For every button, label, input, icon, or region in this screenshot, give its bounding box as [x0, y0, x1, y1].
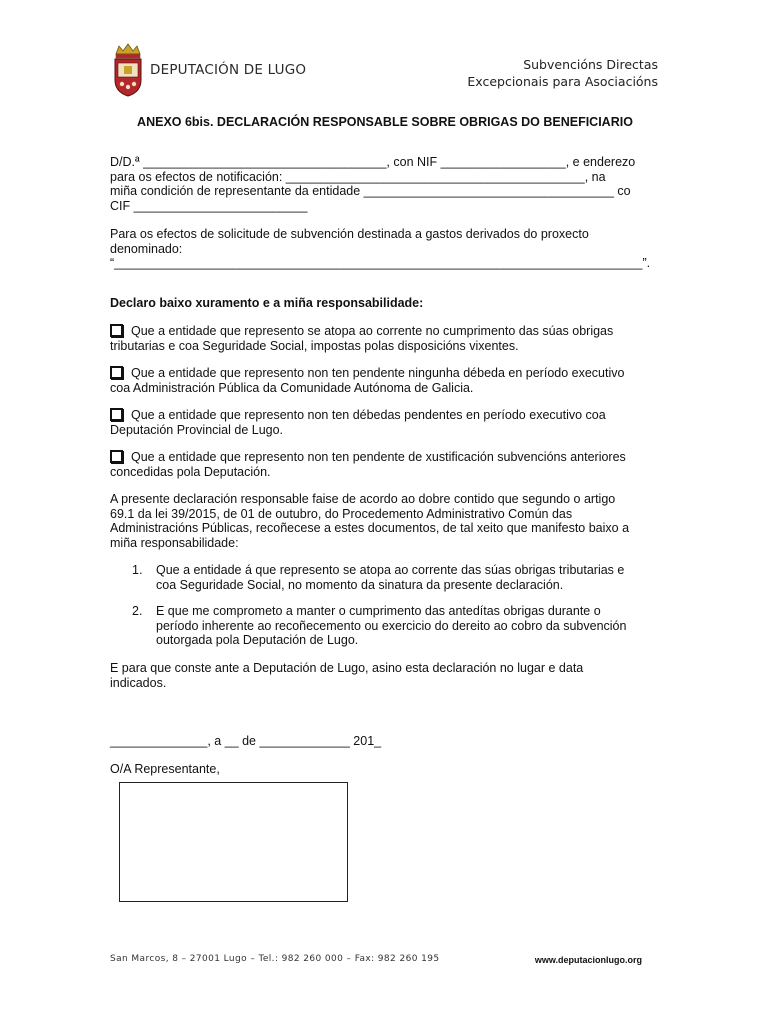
identification-line: para os efectos de notificación: ___________________________________________, na [110, 169, 606, 184]
signer-label: O/A Representante, [110, 762, 220, 776]
declaration-text: Que a entidade que represento non ten débedas pendentes en período executivo coa [131, 408, 606, 422]
declaration-heading: Declaro baixo xuramento e a miña responsabilidade: [110, 296, 424, 310]
declaration-checkbox[interactable] [110, 324, 123, 337]
logo-text: DEPUTACIÓN DE LUGO [150, 62, 307, 78]
closing-line: indicados. [110, 675, 167, 690]
identification-block [110, 155, 660, 213]
signature-box[interactable] [119, 782, 348, 902]
declaration-item [110, 366, 660, 395]
identification-line: CIF _________________________ [110, 198, 308, 213]
numbered-item [132, 563, 660, 592]
project-line: Para os efectos de solicitude de subvención destinada a gastos derivados do proxecto [110, 227, 589, 241]
numbered-text: Que a entidade á que represento se atopa ao corrente das súas obrigas tributarias e [156, 563, 625, 577]
declaration-text: Deputación Provincial de Lugo. [110, 422, 284, 437]
coat-of-arms-icon [110, 42, 146, 98]
numbered-text: outorgada pola Deputación de Lugo. [156, 633, 359, 647]
header-logo [110, 42, 306, 98]
declaration-item [110, 324, 660, 353]
header-line-1: Subvencións Directas [523, 57, 658, 72]
declaration-text: tributarias e coa Seguridade Social, impostas polas disposicións vixentes. [110, 338, 519, 353]
declaration-text: Que a entidade que represento se atopa ao corrente no cumprimento das súas obrigas [131, 324, 614, 338]
closing-paragraph [110, 661, 660, 690]
declaration-checkbox[interactable] [110, 450, 123, 463]
header-program [467, 56, 658, 90]
numbered-text: coa Seguridade Social, no momento da sinatura da presente declaración. [156, 577, 564, 592]
legal-line: A presente declaración responsable faise de acordo ao dobre contido que segundo o artigo [110, 492, 616, 506]
project-line: “____________________________________________________________________________”. [110, 256, 651, 270]
legal-line: miña responsabilidade: [110, 535, 239, 550]
declaration-checkbox[interactable] [110, 366, 123, 379]
identification-line: D/D.ª ___________________________________, con NIF __________________, e enderezo [110, 155, 636, 169]
identification-line: miña condición de representante da entidade ____________________________________ co [110, 184, 631, 198]
declaration-text: Que a entidade que represento non ten pendente ningunha débeda en período executivo [131, 366, 625, 380]
declaration-item [110, 450, 660, 479]
footer-website-link[interactable]: www.deputacionlugo.org [534, 955, 642, 965]
legal-line: 69.1 da lei 39/2015, de 01 de outubro, do Procedemento Administrativo Común das [110, 506, 573, 521]
project-block [110, 227, 660, 271]
declaration-item [110, 408, 660, 437]
item-number: 1. [132, 563, 143, 577]
numbered-text: E que me comprometo a manter o cumprimento das antedítas obrigas durante o [156, 604, 601, 618]
numbered-text: período inherente ao recoñecemento ou exercicio do dereito ao cobro da subvención [156, 618, 627, 633]
page-title: ANEXO 6bis. DECLARACIÓN RESPONSABLE SOBRE OBRIGAS DO BENEFICIARIO [137, 115, 633, 129]
item-number: 2. [132, 604, 143, 618]
declaration-checkbox[interactable] [110, 408, 123, 421]
declaration-text: Que a entidade que represento non ten pendente de xustificación subvencións anteriores [131, 450, 626, 464]
closing-line: E para que conste ante a Deputación de Lugo, asino esta declaración no lugar e data [110, 661, 584, 675]
declaration-text: concedidas pola Deputación. [110, 464, 271, 479]
header-line-2: Excepcionais para Asociacións [467, 74, 658, 89]
legal-line: Administracións Públicas, recoñecese a estes documentos, de tal xeito que manifesto baixo a [110, 521, 630, 535]
legal-paragraph [110, 492, 660, 550]
declaration-text: coa Administración Pública da Comunidade Autónoma de Galicia. [110, 380, 474, 395]
numbered-item [132, 604, 660, 648]
date-place-field[interactable]: ______________, a __ de _____________ 201_ [110, 734, 382, 748]
project-line: denominado: [110, 241, 183, 256]
footer-address: San Marcos, 8 – 27001 Lugo – Tel.: 982 260 000 – Fax: 982 260 195 [110, 954, 440, 964]
